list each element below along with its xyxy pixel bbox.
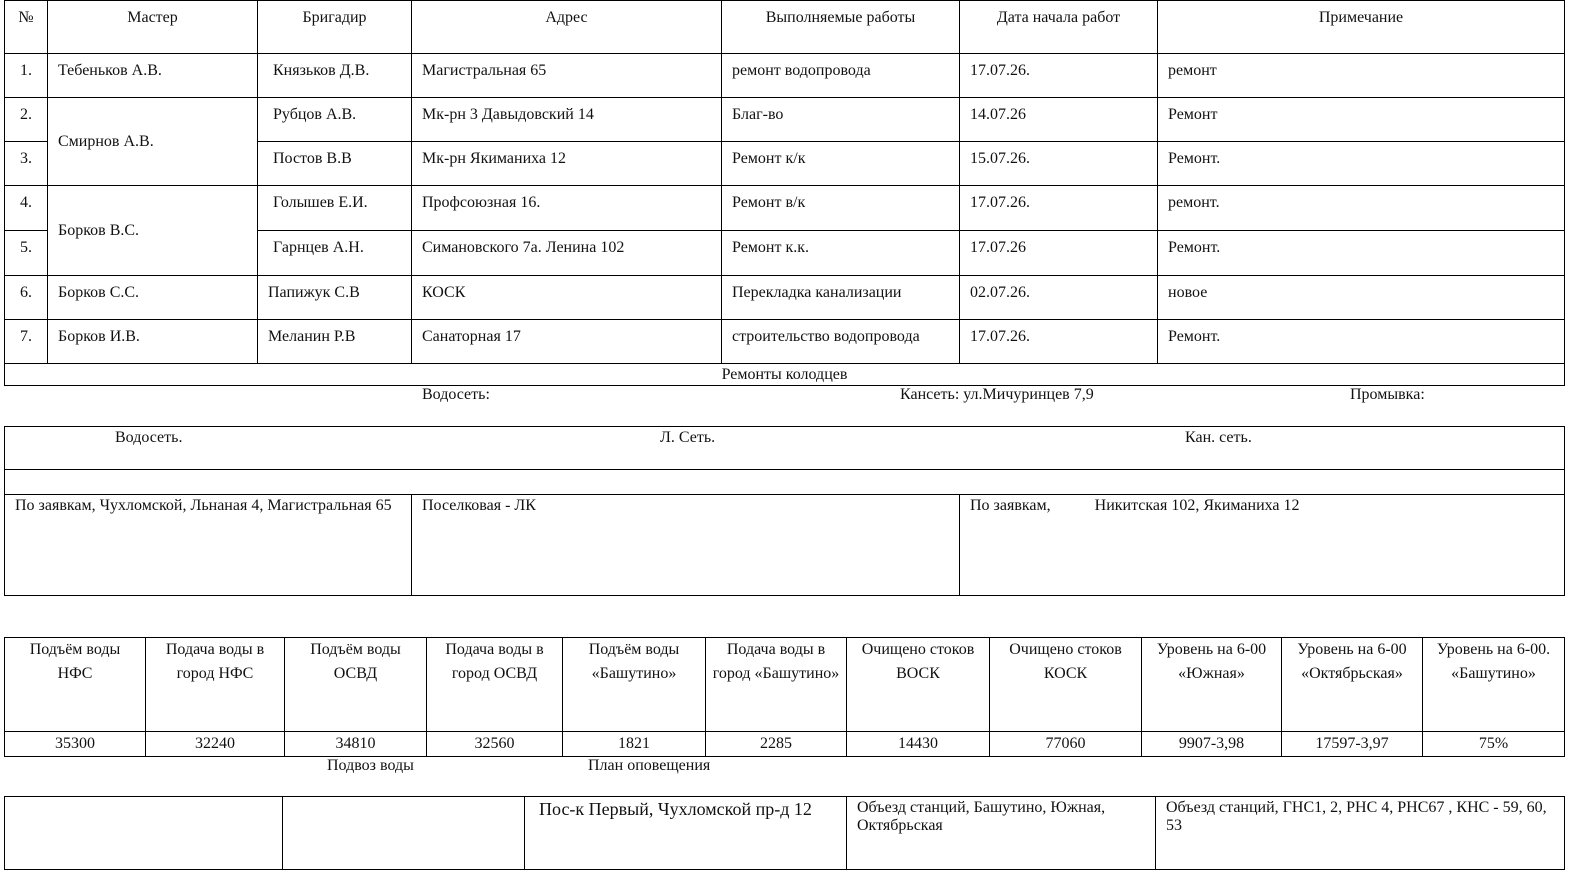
water-value: 32240 (146, 732, 285, 757)
bottom-cell-empty-1 (5, 797, 283, 870)
networks-cell-storm: Поселковая - ЛК (412, 495, 960, 596)
water-header: Подъём воды НФС (5, 638, 146, 732)
networks-table (4, 426, 1565, 596)
bottom-cell-settlement: Пос-к Первый, Чухломской пр-д 12 (525, 797, 847, 870)
row-address: Мк-рн Якиманиха 12 (412, 142, 722, 186)
row-note: новое (1158, 276, 1565, 320)
works-header-row (5, 1, 1565, 54)
row-master: Борков И.В. (48, 320, 258, 364)
row-address: Профсоюзная 16. (412, 186, 722, 231)
row-date: 17.07.26 (960, 231, 1158, 276)
row-date: 14.07.26 (960, 98, 1158, 142)
header-brigadier: Бригадир (258, 1, 412, 54)
water-delivery-label: Подвоз воды (327, 757, 414, 774)
networks-header-water: Водосеть. (115, 429, 183, 446)
row-num: 7. (5, 320, 48, 364)
vodoset-label: Водосеть: (422, 386, 490, 403)
water-header: Уровень на 6-00 «Октябрьская» (1282, 638, 1423, 732)
water-header: Подача воды в город ОСВД (427, 638, 563, 732)
notification-plan-label: План оповещения (588, 757, 711, 774)
row-work: Ремонт к/к (722, 142, 960, 186)
row-address: Санаторная 17 (412, 320, 722, 364)
row-brigadier: Постов В.В (258, 142, 412, 186)
row-note: Ремонт. (1158, 142, 1565, 186)
bottom-cell-stations-1: Объезд станций, Башутино, Южная, Октябрьская (847, 797, 1156, 870)
row-brigadier: Рубцов А.В. (258, 98, 412, 142)
water-header: Уровень на 6-00 «Южная» (1142, 638, 1282, 732)
networks-header-storm: Л. Сеть. (660, 429, 716, 446)
row-brigadier: Гарнцев А.Н. (258, 231, 412, 276)
networks-header-sewer: Кан. сеть. (1185, 429, 1252, 446)
row-note: Ремонт (1158, 98, 1565, 142)
row-date: 17.07.26. (960, 54, 1158, 98)
row-master: Тебеньков А.В. (48, 54, 258, 98)
water-header: Очищено стоков ВОСК (847, 638, 990, 732)
row-work: Ремонт к.к. (722, 231, 960, 276)
networks-empty-row (5, 470, 1565, 495)
table-row (5, 98, 1565, 142)
row-brigadier: Меланин Р.В (258, 320, 412, 364)
table-row (5, 186, 1565, 231)
kanset-label: Кансеть: ул.Мичуринцев 7,9 (900, 386, 1094, 403)
water-values-row (5, 732, 1565, 757)
water-header: Подача воды в город «Башутино» (706, 638, 847, 732)
promyvka-label: Промывка: (1350, 386, 1425, 403)
water-supply-table (4, 637, 1565, 757)
row-work: Ремонт в/к (722, 186, 960, 231)
row-work: ремонт водопровода (722, 54, 960, 98)
row-address: Симановского 7а. Ленина 102 (412, 231, 722, 276)
row-master: Борков С.С. (48, 276, 258, 320)
row-date: 17.07.26. (960, 320, 1158, 364)
row-note: Ремонт. (1158, 320, 1565, 364)
row-work: Перекладка канализации (722, 276, 960, 320)
row-brigadier: Папижук С.В (258, 276, 412, 320)
networks-cell-sewer: По заявкам, Никитская 102, Якиманиха 12 (960, 495, 1565, 596)
water-value: 32560 (427, 732, 563, 757)
row-date: 17.07.26. (960, 186, 1158, 231)
header-num: № (5, 1, 48, 54)
row-date: 02.07.26. (960, 276, 1158, 320)
water-value: 1821 (563, 732, 706, 757)
header-note: Примечание (1158, 1, 1565, 54)
row-address: Мк-рн 3 Давыдовский 14 (412, 98, 722, 142)
row-work: Благ-во (722, 98, 960, 142)
bottom-table (4, 796, 1565, 870)
header-address: Адрес (412, 1, 722, 54)
water-value: 75% (1423, 732, 1565, 757)
water-value: 9907-3,98 (1142, 732, 1282, 757)
networks-cell-water: По заявкам, Чухломской, Льнаная 4, Магистральная 65 (5, 495, 412, 596)
bottom-cell-empty-2 (283, 797, 525, 870)
networks-header (5, 427, 1565, 470)
water-header: Подъём воды ОСВД (285, 638, 427, 732)
row-num: 4. (5, 186, 48, 231)
water-value: 2285 (706, 732, 847, 757)
row-date: 15.07.26. (960, 142, 1158, 186)
water-header: Подача воды в город НФС (146, 638, 285, 732)
row-note: Ремонт. (1158, 231, 1565, 276)
row-master: Смирнов А.В. (48, 98, 258, 186)
row-num: 5. (5, 231, 48, 276)
row-num: 6. (5, 276, 48, 320)
row-work: строительство водопровода (722, 320, 960, 364)
wells-repair-title: Ремонты колодцев (5, 364, 1565, 386)
water-value: 17597-3,97 (1282, 732, 1423, 757)
header-master: Мастер (48, 1, 258, 54)
works-table (4, 0, 1565, 386)
water-header-row (5, 638, 1565, 732)
water-value: 35300 (5, 732, 146, 757)
row-num: 3. (5, 142, 48, 186)
row-brigadier: Голышев Е.И. (258, 186, 412, 231)
table-row (5, 276, 1565, 320)
row-num: 2. (5, 98, 48, 142)
water-header: Подъём воды «Башутино» (563, 638, 706, 732)
row-master: Борков В.С. (48, 186, 258, 276)
row-note: ремонт. (1158, 186, 1565, 231)
header-date: Дата начала работ (960, 1, 1158, 54)
row-note: ремонт (1158, 54, 1565, 98)
table-row (5, 320, 1565, 364)
row-brigadier: Князьков Д.В. (258, 54, 412, 98)
header-work: Выполняемые работы (722, 1, 960, 54)
water-value: 77060 (990, 732, 1142, 757)
water-value: 34810 (285, 732, 427, 757)
water-header: Уровень на 6-00. «Башутино» (1423, 638, 1565, 732)
bottom-cell-stations-2: Объезд станций, ГНС1, 2, РНС 4, РНС67 , КНС - 59, 60, 53 (1156, 797, 1565, 870)
water-value: 14430 (847, 732, 990, 757)
water-header: Очищено стоков КОСК (990, 638, 1142, 732)
table-row (5, 54, 1565, 98)
row-address: КОСК (412, 276, 722, 320)
row-address: Магистральная 65 (412, 54, 722, 98)
row-num: 1. (5, 54, 48, 98)
